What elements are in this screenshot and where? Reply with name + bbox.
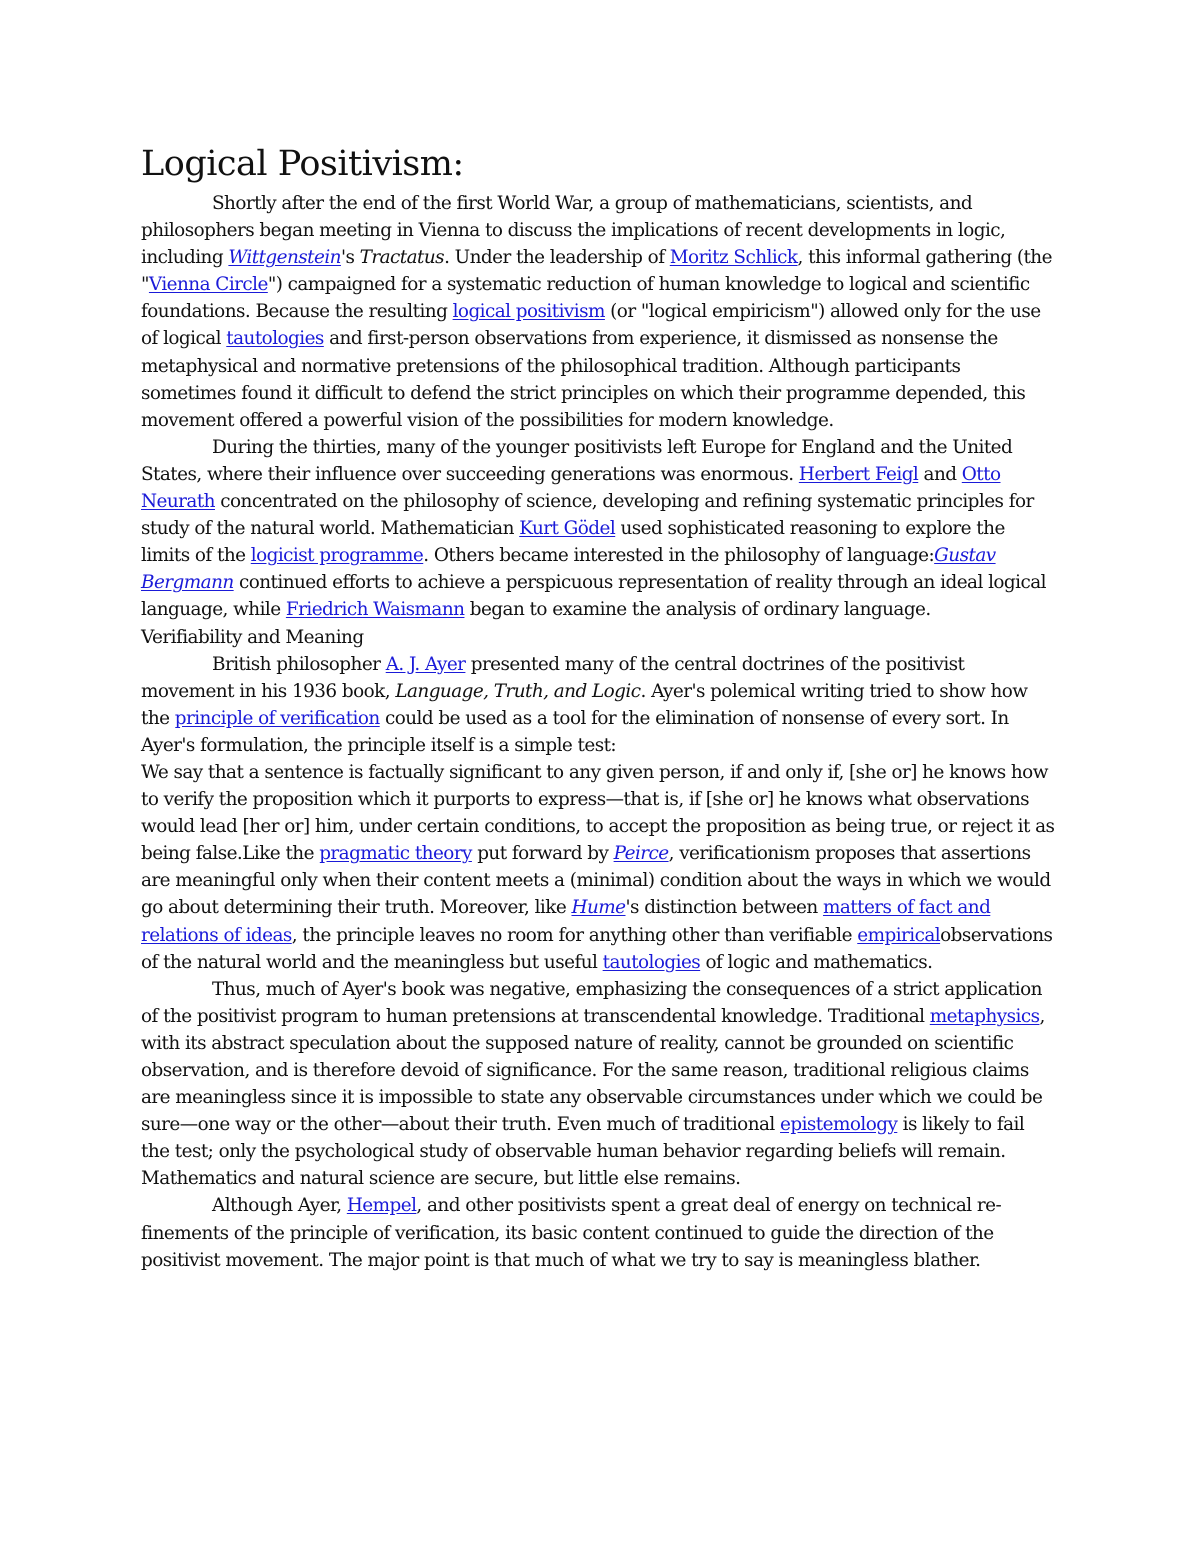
text-span: Thus, much of Ayer's book was negative, emphasizing the consequences of a strict application of the positivist program to human pretensions at transcendental knowledge. Traditional (141, 978, 1042, 1027)
text-span: ") campaigned for a systematic reduction of human knowledge to logical and scientific foundations. Because the resulting (141, 274, 1030, 323)
text-span: 's (340, 247, 360, 269)
text-span: . Under the leadership of (444, 247, 670, 269)
link-metaphysics[interactable]: metaphysics (929, 1005, 1040, 1027)
link-text: Peirce (613, 843, 669, 865)
text-span: (or "logical empiricism") allowed only for the use of logical (141, 301, 1041, 350)
text-span: began to examine the analysis of ordinary language. (464, 599, 931, 621)
text-span: We say that a sentence is factually significant to any given person, if and only if, [she or] he knows how to verify the proposition which it purports to express—that is, if [she or] he knows what observations would lead [her or] him, under certain conditions, to accept the proposition as being true, or reject it as being false.Like the (141, 761, 1055, 865)
text-span: , verificationism proposes that assertions are meaningful only when their content meets a (minimal) condition about the ways in which we would go about determining their truth. Moreover, like (141, 843, 1051, 919)
link-vienna-circle[interactable]: Vienna Circle (148, 274, 268, 296)
link-logicist-programme[interactable]: logicist programme (250, 545, 424, 567)
link-peirce[interactable] (614, 843, 669, 864)
link-logical-positivism[interactable]: logical positivism (452, 301, 605, 323)
link-tautologies[interactable]: tautologies (226, 328, 324, 350)
link-hume[interactable] (571, 897, 625, 918)
text-span: and (918, 463, 962, 485)
text-span: . Ayer's polemical writing tried to show how the (141, 680, 1028, 729)
text-span: put forward by (471, 843, 614, 865)
text-span: 's distinction between (625, 897, 823, 919)
text-span: is likely to fail the test; only the psychological study of observable human behavior regarding beliefs will remain. Mathematics and natural science are secure, but little else remains. (141, 1114, 1025, 1190)
section-heading: Verifiability and Meaning (141, 626, 364, 648)
text-span: , and other positivists spent a great deal of energy on technical refinements of the principle of verification, its basic content continued to guide the direction of the positivist movement. The major point is that much of what we try to say is meaningless blather. (141, 1195, 1002, 1271)
link-otto-neurath[interactable]: Otto Neurath (141, 463, 1001, 513)
text-span: and first-person observations from experience, it dismissed as nonsense the metaphysical and normative pretensions of the philosophical tradition. Although participants sometimes found it difficult to defend the strict principles on which their programme depended, this movement offered a powerful vision of the possibilities for modern knowledge. (141, 328, 1026, 431)
text-span: During the thirties, many of the younger positivists left Europe for England and the United States, where their influence over succeeding generations was enormous. (141, 436, 1013, 485)
book-title-ltl: Language, Truth, and Logic (395, 680, 641, 702)
book-title-tractatus: Tractatus (359, 247, 445, 269)
link-principle-of-verification[interactable]: principle of verification (174, 707, 380, 729)
text-span: concentrated on the philosophy of science, developing and refining systematic principles for study of the natural world. Mathematician (141, 491, 1034, 540)
text-span: , with its abstract speculation about the supposed nature of reality, cannot be grounded on scientific observation, and is therefore devoid of significance. For the same reason, traditional religious claims are meaningless since it is impossible to state any observable circumstances under which we could be sure—one way or the other—about their truth. Even much of traditional (141, 1005, 1045, 1136)
text-span: . Others became interested in the philosophy of language: (423, 545, 935, 567)
paragraph-negative (141, 976, 1057, 1193)
text-span: , the principle leaves no room for anything other than verifiable (291, 924, 858, 946)
text-span: Shortly after the end of the first World War, a group of mathematicians, scientists, and philosophers began meeting in Vienna to discuss the implications of recent developments in logic, including (141, 193, 1006, 269)
page-title: Logical Positivism: (141, 144, 464, 184)
link-tautologies-2[interactable]: tautologies (602, 951, 701, 973)
link-hempel[interactable]: Hempel (346, 1195, 417, 1217)
text-span: observations of the natural world and the meaningless but useful (141, 924, 1053, 973)
link-kurt-godel[interactable]: Kurt Gödel (519, 518, 616, 540)
link-text: Hume (571, 897, 626, 919)
link-matters-of-fact[interactable]: matters of fact and relations of ideas (141, 897, 991, 946)
link-text: Wittgenstein (228, 247, 341, 269)
link-wittgenstein[interactable] (228, 247, 341, 268)
paragraph-vienna-circle (141, 190, 1057, 434)
link-aj-ayer[interactable]: A. J. Ayer (385, 653, 466, 675)
link-empirical[interactable]: empirical (857, 924, 941, 946)
link-pragmatic-theory[interactable]: pragmatic theory (319, 843, 472, 865)
paragraph-conclusion (141, 1192, 1057, 1273)
document-page (141, 140, 1057, 1274)
link-moritz-schlick[interactable]: Moritz Schlick (669, 247, 798, 269)
text-span: could be used as a tool for the elimination of nonsense of every sort. In Ayer's formulation, the principle itself is a simple test: (141, 707, 1009, 756)
link-friedrich-waismann[interactable]: Friedrich Waismann (285, 599, 465, 621)
paragraph-thirties (141, 434, 1057, 624)
text-span: presented many of the central doctrines of the positivist movement in his 1936 book, (141, 653, 965, 702)
text-span: used sophisticated reasoning to explore the limits of the (141, 518, 1005, 567)
link-text: Gustav Bergmann (141, 545, 996, 594)
text-span: , this informal gathering (the " (141, 247, 1052, 296)
link-herbert-feigl[interactable]: Herbert Feigl (798, 463, 919, 485)
text-span: Although Ayer, (212, 1195, 347, 1217)
paragraph-quote (141, 759, 1057, 976)
text-span: British philosopher (212, 653, 386, 675)
text-span: continued efforts to achieve a perspicuous representation of reality through an ideal logical language, while (141, 572, 1046, 621)
text-span: of logic and mathematics. (700, 951, 933, 973)
link-epistemology[interactable]: epistemology (780, 1114, 898, 1136)
paragraph-ayer (141, 651, 1057, 759)
